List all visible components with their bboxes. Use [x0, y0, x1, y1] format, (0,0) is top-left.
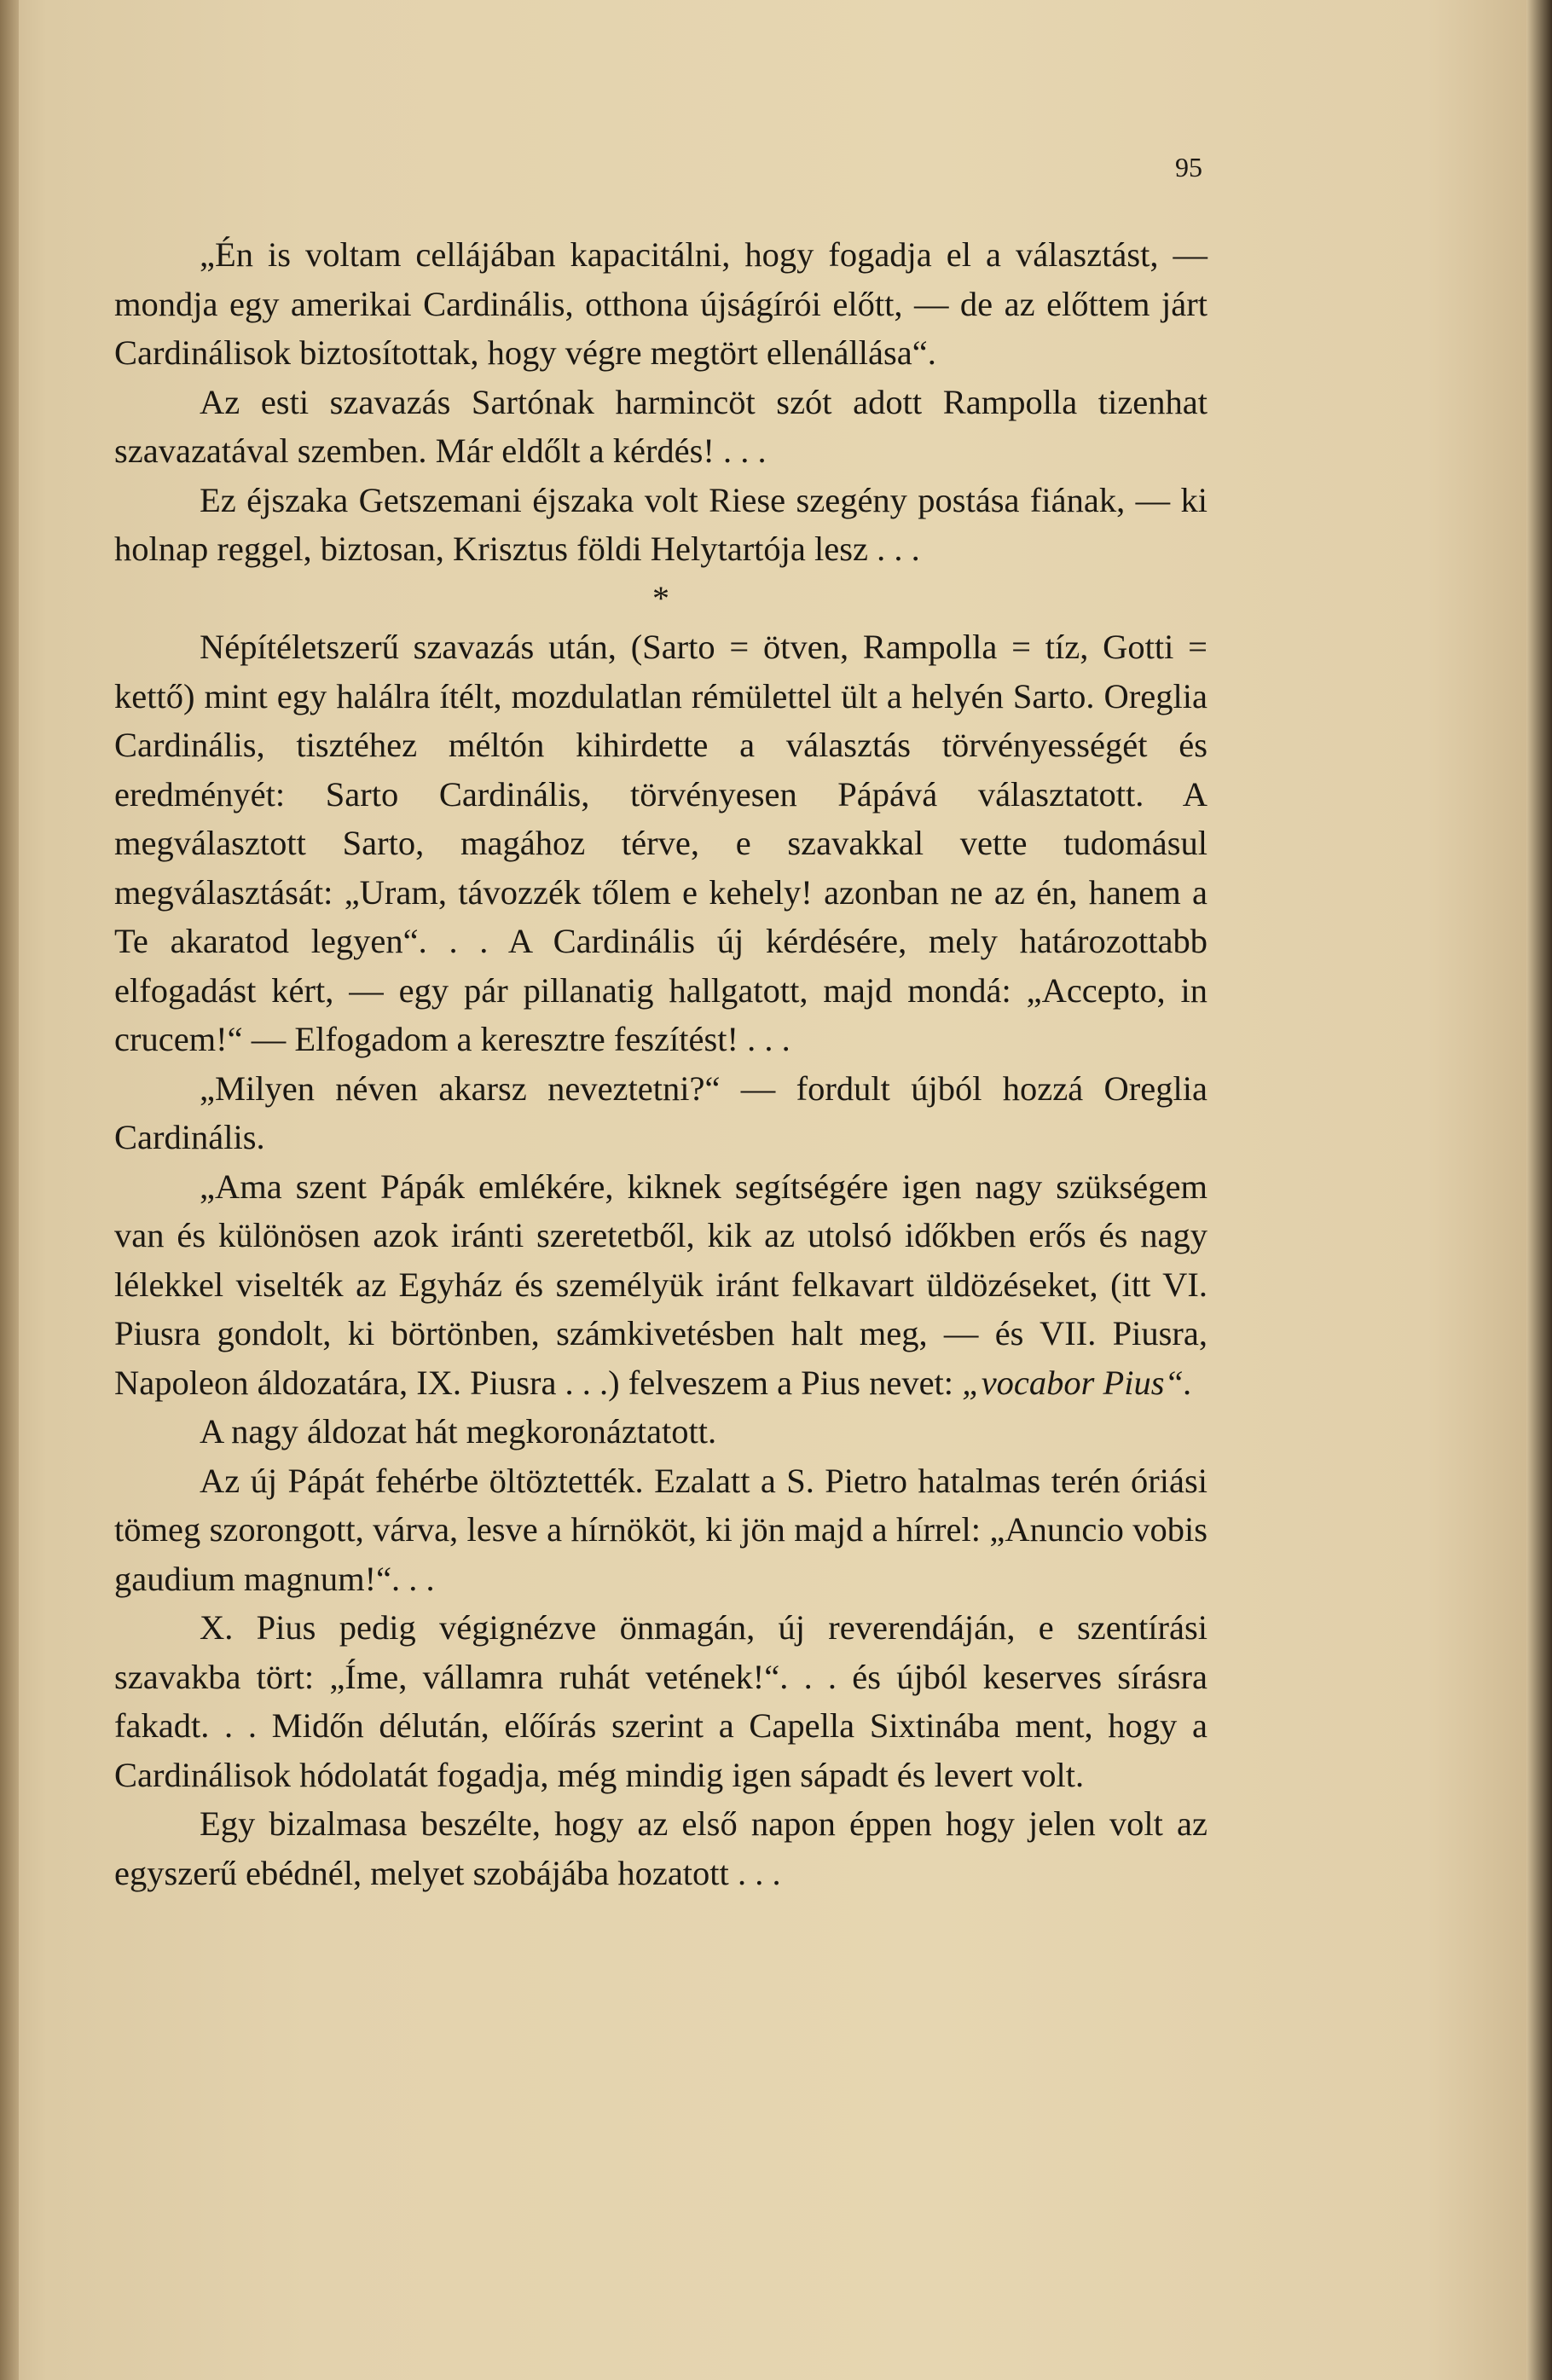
- page-number: 95: [1175, 152, 1202, 182]
- paragraph: Népítéletszerű szavazás után, (Sarto = ötven, Rampolla = tíz, Gotti = kettő) mint egy halálra ítélt, mozdulatlan rémülettel ült a helyén Sarto. Oreglia Cardinális, tisztéhez méltón kihirdette a választás törvényességét és eredményét: Sarto Cardinális, törvényesen Pápává választatott. A megválasztott Sarto, magához térve, e szavakkal vette tudomásul megválasztását: „Uram, távozzék tőlem e kehely! azonban ne az én, hanem a Te akaratod legyen“. . . A Cardinális új kérdésére, mely határozottabb elfogadást kért, — egy pár pillanatig hallgatott, majd mondá: „Accepto, in crucem!“ — Elfogadom a keresztre feszítést! . . .: [114, 628, 1207, 1058]
- italic-quote: „vocabor Pius“.: [962, 1363, 1193, 1402]
- paragraph-text: „Ama szent Pápák emlékére, kiknek segítségére igen nagy szükségem van és különösen azok iránti szeretetből, kik az utolsó időkben erős és nagy lélekkel viselték az Egyház és személyük iránt felkavart üldözéseket, (itt VI. Piusra gondolt, ki börtönben, számkivetésben halt meg, — és VII. Piusra, Napoleon áldozatára, IX. Piusra . . .) felveszem a Pius nevet:: [114, 1167, 1207, 1402]
- body-text: [114, 230, 1207, 1897]
- paragraph: Az esti szavazás Sartónak harmincöt szót adott Rampolla tizenhat szavazatával szemben. Már eldőlt a kérdés! . . .: [114, 382, 1207, 470]
- paragraph: A nagy áldozat hát megkoronáztatott.: [200, 1412, 717, 1451]
- page-shadow-left: [0, 0, 19, 2380]
- page-shadow-right: [1526, 0, 1552, 2380]
- paragraph: „Én is voltam cellájában kapacitálni, hogy fogadja el a választást, — mondja egy amerikai Cardinális, otthona újságírói előtt, — de az előttem járt Cardinálisok biztosítottak, hogy végre megtört ellenállása“.: [114, 235, 1207, 372]
- paragraph: Ez éjszaka Getszemani éjszaka volt Riese szegény postása fiának, — ki holnap reggel, biztosan, Krisztus földi Helytartója lesz . . .: [114, 480, 1207, 568]
- paragraph: [114, 1162, 1207, 1408]
- paragraph: X. Pius pedig végignézve önmagán, új reverendáján, e szentírási szavakba tört: „Íme, vállamra ruhát vetének!“. . . és újból keserves sírásra fakadt. . . Midőn délután, előírás szerint a Capella Sixtinába ment, hogy a Cardinálisok hódolatát fogadja, még mindig igen sápadt és levert volt.: [114, 1608, 1207, 1794]
- paragraph: „Milyen néven akarsz neveztetni?“ — fordult újból hozzá Oreglia Cardinális.: [114, 1068, 1207, 1156]
- paragraph: Egy bizalmasa beszélte, hogy az első napon éppen hogy jelen volt az egyszerű ebédnél, melyet szobájába hozatott . . .: [114, 1804, 1207, 1892]
- paragraph: Az új Pápát fehérbe öltöztették. Ezalatt a S. Pietro hatalmas terén óriási tömeg szorongott, várva, lesve a hírnököt, ki jön majd a hírrel: „Anuncio vobis gaudium magnum!“. . .: [114, 1461, 1207, 1598]
- section-separator: *: [652, 578, 669, 617]
